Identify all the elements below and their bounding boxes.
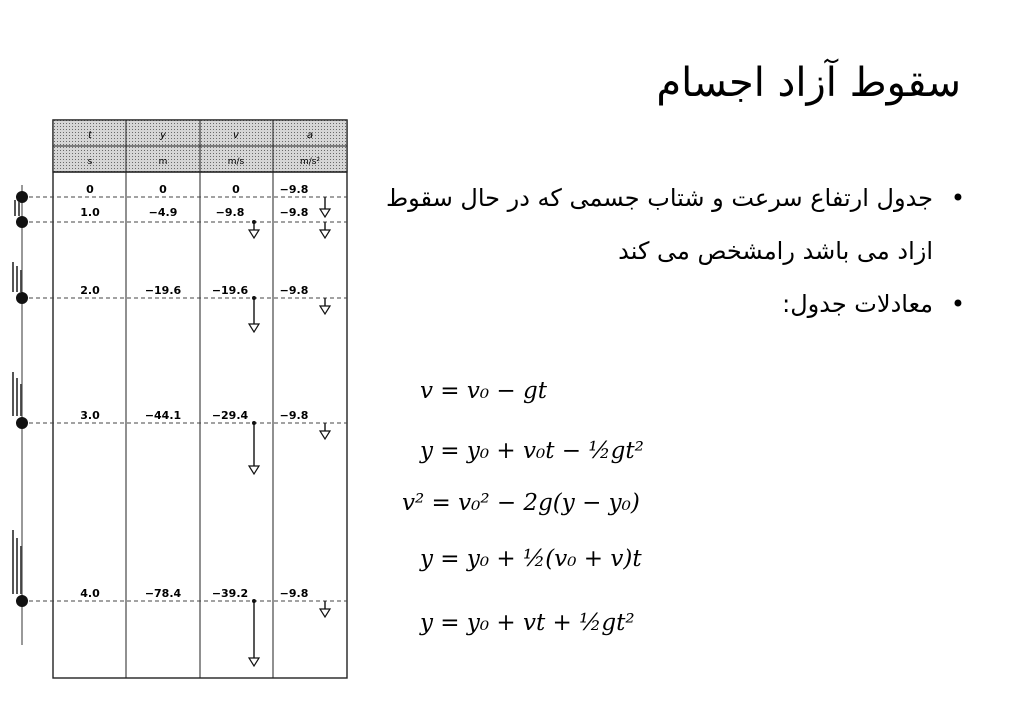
equation-average-velocity: y = y₀ + ½(v₀ + v)t (420, 546, 642, 572)
bullet-item-equations: • معادلات جدول: (377, 278, 937, 331)
header-a: a (306, 130, 314, 141)
ball-position-1 (16, 216, 28, 228)
svg-text:0: 0 (86, 183, 94, 196)
arrow-down-icon (320, 209, 330, 217)
slide-title: سقوط آزاد اجسام (656, 60, 961, 106)
arrow-down-icon (249, 324, 259, 332)
arrow-down-icon (249, 466, 259, 474)
svg-text:−9.8: −9.8 (279, 284, 309, 297)
svg-text:−9.8: −9.8 (279, 183, 309, 196)
svg-text:−9.8: −9.8 (279, 409, 309, 422)
equation-velocity-squared: v² = v₀² − 2g(y − y₀) (402, 490, 640, 516)
arrow-down-icon (320, 431, 330, 439)
arrow-down-icon (320, 609, 330, 617)
header-y: y (160, 130, 166, 141)
arrow-down-icon (249, 230, 259, 238)
bullet-item-table-description: • جدول ارتفاع سرعت و شتاب جسمی که در حال سقوط ازاد می باشد رامشخص می کند (377, 172, 937, 278)
unit-a: m/s² (299, 157, 321, 167)
svg-text:1.0: 1.0 (80, 206, 100, 219)
equation-position: y = y₀ + v₀t − ½gt² (420, 438, 644, 464)
equation-position-final: y = y₀ + vt + ½gt² (420, 610, 635, 636)
table-row-4 (12, 530, 347, 666)
table-row-3 (12, 372, 347, 474)
arrow-down-icon (249, 658, 259, 666)
equation-velocity: v = v₀ − gt (420, 378, 547, 404)
svg-text:−9.8: −9.8 (279, 206, 309, 219)
svg-text:2.0: 2.0 (80, 284, 100, 297)
table-row-1 (14, 200, 347, 238)
svg-text:4.0: 4.0 (80, 587, 100, 600)
svg-text:−39.2: −39.2 (211, 587, 249, 600)
arrow-down-icon (320, 306, 330, 314)
svg-text:−19.6: −19.6 (144, 284, 182, 297)
svg-text:−9.8: −9.8 (215, 206, 245, 219)
svg-text:−44.1: −44.1 (144, 409, 182, 422)
arrow-down-icon (320, 230, 330, 238)
header-v: v (233, 130, 239, 141)
unit-t: s (87, 157, 93, 167)
ball-position-3 (16, 417, 28, 429)
svg-text:−78.4: −78.4 (144, 587, 182, 600)
svg-text:−29.4: −29.4 (211, 409, 249, 422)
svg-text:−4.9: −4.9 (148, 206, 178, 219)
free-fall-figure (0, 0, 380, 708)
svg-text:0: 0 (159, 183, 167, 196)
svg-text:3.0: 3.0 (80, 409, 100, 422)
ball-position-2 (16, 292, 28, 304)
svg-text:0: 0 (232, 183, 240, 196)
ball-position-0 (16, 191, 28, 203)
unit-v: m/s (227, 157, 245, 167)
header-t: t (88, 130, 92, 141)
ball-position-4 (16, 595, 28, 607)
svg-text:−19.6: −19.6 (211, 284, 249, 297)
unit-y: m (158, 157, 168, 167)
svg-text:−9.8: −9.8 (279, 587, 309, 600)
table-row-2 (12, 262, 347, 332)
bullet-list (377, 172, 937, 331)
